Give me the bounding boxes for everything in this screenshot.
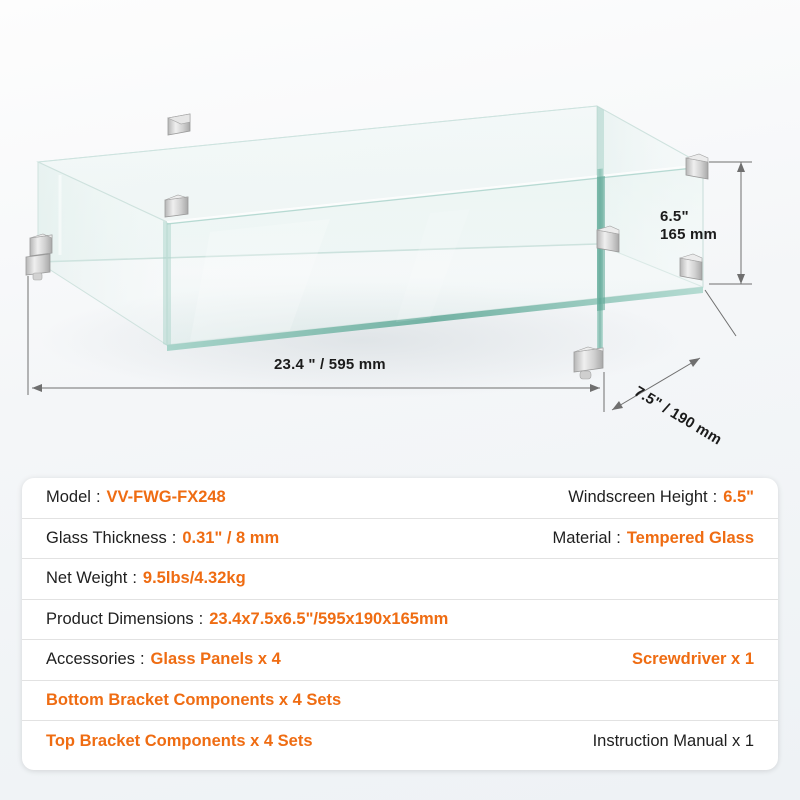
- spec-value: VV-FWG-FX248: [106, 488, 226, 507]
- spec-cell-right: [553, 529, 754, 548]
- spec-cell-left: [46, 691, 341, 710]
- spec-value: Instruction Manual x 1: [592, 731, 754, 750]
- spec-label: Glass Thickness: [46, 528, 167, 547]
- dimension-label-depth: 7.5" / 190 mm: [631, 383, 725, 449]
- dimension-label-width: 23.4 " / 595 mm: [274, 356, 386, 373]
- spec-value: 9.5lbs/4.32kg: [142, 569, 246, 588]
- spec-value: Glass Panels x 4: [150, 650, 281, 669]
- spec-cell-left: [46, 569, 246, 588]
- table-row: [22, 640, 778, 681]
- spec-value: Screwdriver x 1: [632, 650, 754, 669]
- height-value-inches: 6.5": [660, 208, 689, 225]
- table-row: [22, 721, 778, 762]
- corner-seam-left: [163, 221, 171, 347]
- spec-separator: :: [198, 609, 204, 628]
- spec-label: Material: [552, 528, 612, 547]
- spec-value: 6.5": [723, 488, 754, 507]
- table-row: [22, 478, 778, 519]
- bracket-top-back-right: [686, 154, 708, 179]
- spec-cell-left: [46, 732, 313, 751]
- spec-separator: :: [712, 488, 718, 507]
- spec-label: Net Weight: [46, 569, 128, 588]
- spec-separator: :: [132, 569, 137, 588]
- spec-value: Bottom Bracket Components x 4 Sets: [46, 690, 342, 709]
- table-row: [22, 559, 778, 600]
- bracket-bottom-back-left: [30, 234, 52, 256]
- spec-cell-left: [46, 529, 279, 548]
- spec-value: 23.4x7.5x6.5"/595x190x165mm: [209, 609, 449, 628]
- table-row: [22, 600, 778, 641]
- spec-separator: :: [616, 528, 621, 547]
- spec-label: Accessories: [46, 650, 135, 669]
- spec-cell-left: [46, 488, 226, 507]
- spec-value: 0.31" / 8 mm: [182, 528, 280, 547]
- spec-separator: :: [171, 528, 177, 547]
- bracket-top-back-left: [168, 114, 190, 135]
- spec-label: Windscreen Height: [568, 488, 708, 507]
- bracket-bottom-front-left: [26, 254, 50, 280]
- spec-label: Model: [46, 488, 91, 507]
- spec-separator: :: [95, 488, 101, 507]
- table-row: [22, 681, 778, 722]
- dimension-label-height: [660, 208, 717, 244]
- bracket-bottom-back-right: [680, 254, 702, 280]
- table-row: [22, 519, 778, 560]
- spec-cell-left: [46, 610, 448, 629]
- spec-label: Product Dimensions: [46, 609, 194, 628]
- spec-separator: :: [139, 650, 145, 669]
- bracket-top-front-right: [597, 226, 619, 252]
- spec-value: Tempered Glass: [626, 528, 754, 547]
- spec-cell-right: [593, 732, 754, 751]
- spec-value: Top Bracket Components x 4 Sets: [46, 731, 313, 750]
- spec-cell-right: [632, 650, 754, 669]
- height-value-mm: 165 mm: [660, 226, 718, 243]
- spec-table: [22, 478, 778, 770]
- spec-cell-right: [568, 488, 754, 507]
- spec-cell-left: [46, 650, 281, 669]
